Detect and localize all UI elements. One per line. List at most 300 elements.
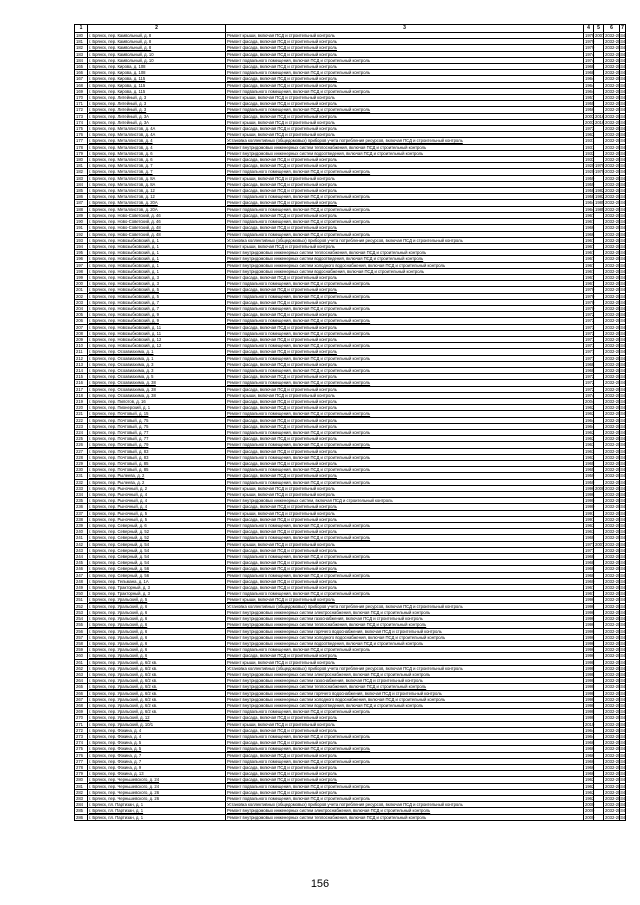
row-address-cell: г. Брянск, пер. Фокина, д. 4 [88, 727, 226, 733]
row-address-cell: г. Брянск, пер. Фокина, д. 4 [88, 733, 226, 739]
row-planned-period-cell: 2032-2034 [605, 789, 626, 795]
row-work-type-cell: Установка коллективных (общедомовых) приборов учета потребления ресурсов, включая ПСД и строительный контроль [226, 802, 584, 808]
row-last-repair-year-cell: 1985 [595, 206, 605, 212]
row-planned-period-cell: 2032-2034 [605, 727, 626, 733]
row-number-cell: 204 [75, 305, 88, 311]
row-work-type-cell: Ремонт фасада, включая ПСД и строительный контроль [226, 349, 584, 355]
row-work-type-cell: Ремонт внутридомовых инженерных систем горячего водоснабжения, включая ПСД и строительный контроль [226, 628, 584, 634]
row-build-year-cell: 1962 [585, 777, 595, 783]
row-planned-period-cell: 2032-2034 [605, 783, 626, 789]
row-work-type-cell: Ремонт внутридомовых инженерных систем, включая ПСД и строительный контроль [226, 498, 584, 504]
row-planned-period-cell: 2032-2034 [605, 175, 626, 181]
row-planned-period-cell: 2032-2034 [605, 380, 626, 386]
row-build-year-cell: 1996 [585, 653, 595, 659]
row-address-cell: г. Брянск, пер. Кирова, д. 115 [88, 88, 226, 94]
row-work-type-cell: Ремонт крыши, включая ПСД и строительный контроль [226, 175, 584, 181]
row-build-year-cell: 1965 [585, 461, 595, 467]
row-number-cell: 226 [75, 442, 88, 448]
row-last-repair-year-cell: 2007 [595, 33, 605, 38]
row-work-type-cell: Ремонт подвального помещения, включая ПСД и строительный контроль [226, 281, 584, 287]
row-work-type-cell: Ремонт подвального помещения, включая ПСД и строительный контроль [226, 380, 584, 386]
row-number-cell: 189 [75, 212, 88, 218]
row-work-type-cell: Ремонт внутридомовых инженерных систем электроснабжения, включая ПСД и строительный контроль [226, 609, 584, 615]
row-build-year-cell: 1933 [585, 150, 595, 156]
row-address-cell: г. Брянск, пер. Уральский, д. 6/2 кв. [88, 678, 226, 684]
row-number-cell: 206 [75, 318, 88, 324]
row-build-year-cell: 1963 [585, 442, 595, 448]
row-work-type-cell: Ремонт крыши, включая ПСД и строительный контроль [226, 119, 584, 125]
row-number-cell: 172 [75, 107, 88, 113]
row-address-cell: г. Брянск, пер. Кирова, д. 108 [88, 70, 226, 76]
row-number-cell: 254 [75, 616, 88, 622]
row-address-cell: г. Брянск, пер. Уральский, д. 6/2 кв. [88, 684, 226, 690]
row-build-year-cell: 1959 [585, 473, 595, 479]
row-build-year-cell: 1996 [585, 640, 595, 646]
row-build-year-cell: 1996 [585, 609, 595, 615]
row-work-type-cell: Ремонт подвального помещения, включая ПСД и строительный контроль [226, 355, 584, 361]
row-number-cell: 225 [75, 436, 88, 442]
row-planned-period-cell: 2032-2034 [605, 492, 626, 498]
row-work-type-cell: Ремонт фасада, включая ПСД и строительный контроль [226, 113, 584, 119]
row-build-year-cell: 1977 [585, 349, 595, 355]
row-build-year-cell: 1998 [585, 702, 595, 708]
row-address-cell: г. Брянск, пер. Новозыбковский, д. 7 [88, 299, 226, 305]
row-work-type-cell: Ремонт подвального помещения, включая ПСД и строительный контроль [226, 467, 584, 473]
row-work-type-cell: Ремонт крыши, включая ПСД и строительный контроль [226, 659, 584, 665]
row-number-cell: 258 [75, 640, 88, 646]
row-build-year-cell: 1967 [585, 256, 595, 262]
row-address-cell: г. Брянск, пер. Почтовый, д. 77 [88, 436, 226, 442]
row-planned-period-cell: 2032-2034 [605, 386, 626, 392]
row-address-cell: г. Брянск, пер. Новозыбковский, д. 11 [88, 330, 226, 336]
row-number-cell: 222 [75, 417, 88, 423]
row-address-cell: г. Брянск, пер. Литейный, д. 3А [88, 113, 226, 119]
row-number-cell: 167 [75, 76, 88, 82]
row-work-type-cell: Ремонт подвального помещения, включая ПСД и строительный контроль [226, 70, 584, 76]
row-address-cell: г. Брянск, пер. Уральский, д. 6/2 кв. [88, 671, 226, 677]
row-number-cell: 247 [75, 572, 88, 578]
row-address-cell: г. Брянск, пер. Уральский, д. 6 [88, 647, 226, 653]
row-work-type-cell: Установка коллективных (общедомовых) приборов учета потребления ресурсов, включая ПСД и строительный контроль [226, 237, 584, 243]
row-number-cell: 169 [75, 88, 88, 94]
row-work-type-cell: Ремонт подвального помещения, включая ПСД и строительный контроль [226, 572, 584, 578]
row-planned-period-cell: 2032-2034 [605, 243, 626, 249]
row-planned-period-cell: 2032-2034 [605, 684, 626, 690]
row-address-cell: г. Брянск, пер. Северный, д. 52 [88, 529, 226, 535]
row-work-type-cell: Ремонт подвального помещения, включая ПСД и строительный контроль [226, 709, 584, 715]
row-planned-period-cell: 2032-2034 [605, 572, 626, 578]
row-work-type-cell: Ремонт фасада, включая ПСД и строительный контроль [226, 566, 584, 572]
row-number-cell: 208 [75, 330, 88, 336]
row-number-cell: 228 [75, 454, 88, 460]
row-build-year-cell: 1996 [585, 485, 595, 491]
row-planned-period-cell: 2032-2034 [605, 578, 626, 584]
row-address-cell: г. Брянск, пер. Металлистов, д. 7 [88, 163, 226, 169]
row-number-cell: 255 [75, 622, 88, 628]
row-number-cell: 181 [75, 163, 88, 169]
row-planned-period-cell: 2032-2034 [605, 709, 626, 715]
row-address-cell: г. Брянск, пер. Рылеева, д. 2 [88, 473, 226, 479]
row-build-year-cell: 1968 [585, 535, 595, 541]
row-planned-period-cell: 2032-2034 [605, 510, 626, 516]
row-planned-period-cell: 2032-2034 [605, 64, 626, 70]
row-planned-period-cell: 2032-2034 [605, 777, 626, 783]
row-number-cell: 181 [75, 39, 88, 45]
row-address-cell: г. Брянск, пер. Черньшевского, д. 24 [88, 777, 226, 783]
row-number-cell: 182 [75, 169, 88, 175]
row-build-year-cell: 1966 [585, 758, 595, 764]
row-build-year-cell: 1968 [585, 566, 595, 572]
row-number-cell: 215 [75, 374, 88, 380]
row-number-cell: 184 [75, 181, 88, 187]
row-number-cell: 176 [75, 132, 88, 138]
row-number-cell: 245 [75, 560, 88, 566]
row-build-year-cell: 1967 [585, 243, 595, 249]
row-address-cell: г. Брянск, пл. Партизан, д. 1 [88, 808, 226, 814]
row-address-cell: г. Брянск, пер. Северный, д. 54 [88, 554, 226, 560]
row-planned-period-cell: 2032-2034 [605, 330, 626, 336]
row-work-type-cell: Ремонт подвального помещения, включая ПСД и строительный контроль [226, 591, 584, 597]
row-build-year-cell: 1996 [585, 622, 595, 628]
row-build-year-cell: 1968 [585, 361, 595, 367]
repair-schedule-table [74, 24, 626, 821]
row-address-cell: г. Брянск, пер. Уральский, д. 6/2 кв. [88, 709, 226, 715]
row-address-cell: г. Брянск, пер. Осоавиахима, д. 3 [88, 367, 226, 373]
row-work-type-cell: Ремонт фасада, включая ПСД и строительный контроль [226, 324, 584, 330]
row-planned-period-cell: 2032-2034 [605, 523, 626, 529]
row-work-type-cell: Ремонт фасада, включая ПСД и строительный контроль [226, 312, 584, 318]
row-work-type-cell: Ремонт фасада, включая ПСД и строительный контроль [226, 101, 584, 107]
row-planned-period-cell: 2032-2034 [605, 212, 626, 218]
row-build-year-cell: 1970 [585, 287, 595, 293]
row-number-cell: 284 [75, 802, 88, 808]
row-work-type-cell: Ремонт подвального помещения, включая ПСД и строительный контроль [226, 733, 584, 739]
row-address-cell: г. Брянск, пер. Уральский, д. 6 [88, 622, 226, 628]
row-work-type-cell: Ремонт фасада, включая ПСД и строительный контроль [226, 740, 584, 746]
header-col-5: 5 [594, 25, 604, 33]
row-address-cell: г. Брянск, пер. Северный, д. 52 [88, 535, 226, 541]
row-planned-period-cell: 2032-2034 [605, 529, 626, 535]
row-number-cell: 171 [75, 101, 88, 107]
row-planned-period-cell: 2032-2034 [605, 640, 626, 646]
row-work-type-cell: Ремонт внутридомовых инженерных систем газоснабжения, включая ПСД и строительный контроль [226, 678, 584, 684]
row-build-year-cell: 1962 [585, 436, 595, 442]
row-address-cell: г. Брянск, пер. Черньшевского, д. 26 [88, 789, 226, 795]
row-build-year-cell: 1964 [585, 417, 595, 423]
row-build-year-cell: 1998 [585, 715, 595, 721]
row-build-year-cell: 1966 [585, 231, 595, 237]
row-work-type-cell: Ремонт подвального помещения, включая ПСД и строительный контроль [226, 479, 584, 485]
row-number-cell: 174 [75, 119, 88, 125]
row-address-cell: г. Брянск, пер. Тельмана, д. 1А [88, 578, 226, 584]
row-build-year-cell: 2004 [585, 398, 595, 404]
row-work-type-cell: Ремонт фасада, включая ПСД и строительный контроль [226, 45, 584, 51]
row-build-year-cell: 1974 [585, 392, 595, 398]
row-address-cell: г. Брянск, пер. Почтовый, д. 83 [88, 448, 226, 454]
row-number-cell: 205 [75, 312, 88, 318]
row-number-cell: 224 [75, 430, 88, 436]
row-address-cell: г. Брянск, пер. Северный, д. 56 [88, 572, 226, 578]
row-number-cell: 244 [75, 554, 88, 560]
row-planned-period-cell: 2032-2034 [605, 696, 626, 702]
row-work-type-cell: Ремонт фасада, включая ПСД и строительный контроль [226, 764, 584, 770]
row-address-cell: г. Брянск, пер. Уральский, д. 6 [88, 640, 226, 646]
row-build-year-cell: 1962 [585, 795, 595, 801]
row-number-cell: 259 [75, 647, 88, 653]
row-build-year-cell: 1966 [585, 746, 595, 752]
row-number-cell: 223 [75, 423, 88, 429]
row-address-cell: г. Брянск, пер. Металлистов, д. 7 [88, 169, 226, 175]
table-row [75, 814, 626, 820]
row-planned-period-cell: 2032-2034 [605, 219, 626, 225]
row-build-year-cell: 1972 [585, 386, 595, 392]
row-number-cell: 177 [75, 138, 88, 144]
row-work-type-cell: Ремонт крыши, включая ПСД и строительный контроль [226, 95, 584, 101]
row-address-cell: г. Брянск, пер. Осоавиахима, д. 38 [88, 392, 226, 398]
row-work-type-cell: Ремонт подвального помещения, включая ПСД и строительный контроль [226, 647, 584, 653]
row-address-cell: г. Брянск, пер. Металлистов, д. 4 [88, 144, 226, 150]
row-build-year-cell: 1996 [585, 492, 595, 498]
row-number-cell: 216 [75, 380, 88, 386]
row-address-cell: г. Брянск, пер. Новозыбковский, д. 7 [88, 305, 226, 311]
row-address-cell: г. Брянск, пер. Почтовый, д. 79 [88, 442, 226, 448]
row-work-type-cell: Ремонт внутридомовых инженерных систем теплоснабжения, включая ПСД и строительный контроль [226, 684, 584, 690]
row-number-cell: 201 [75, 287, 88, 293]
row-number-cell: 187 [75, 200, 88, 206]
row-address-cell: г. Брянск, пер. Новозыбковский, д. 9 [88, 312, 226, 318]
row-planned-period-cell: 2032-2034 [605, 597, 626, 603]
row-build-year-cell: 1970 [585, 293, 595, 299]
row-number-cell: 270 [75, 715, 88, 721]
row-planned-period-cell: 2032-2034 [605, 417, 626, 423]
row-build-year-cell: 1998 [585, 659, 595, 665]
row-work-type-cell: Ремонт фасада, включая ПСД и строительный контроль [226, 157, 584, 163]
row-address-cell: г. Брянск, пер. Фокина, д. 7 [88, 758, 226, 764]
row-work-type-cell: Ремонт подвального помещения, включая ПСД и строительный контроль [226, 758, 584, 764]
row-build-year-cell: 1931 [585, 144, 595, 150]
row-planned-period-cell: 2032-2034 [605, 287, 626, 293]
row-work-type-cell: Ремонт фасада, включая ПСД и строительный контроль [226, 398, 584, 404]
row-planned-period-cell: 2032-2034 [605, 609, 626, 615]
row-planned-period-cell: 2032-2034 [605, 467, 626, 473]
row-address-cell: г. Брянск, пер. Литейный, д. 3 [88, 101, 226, 107]
row-number-cell: 207 [75, 324, 88, 330]
row-planned-period-cell: 2032-2034 [605, 634, 626, 640]
row-planned-period-cell: 2032-2034 [605, 95, 626, 101]
row-planned-period-cell: 2032-2034 [605, 256, 626, 262]
row-address-cell: г. Брянск, пер. Камвольный, д. 10 [88, 57, 226, 63]
row-address-cell: г. Брянск, пер. Металлистов, д. 4А [88, 132, 226, 138]
row-planned-period-cell: 2032-2034 [605, 70, 626, 76]
row-planned-period-cell: 2032-2034 [605, 771, 626, 777]
row-address-cell: г. Брянск, пер. Металлистов, д. 8А [88, 175, 226, 181]
row-number-cell: 218 [75, 392, 88, 398]
row-number-cell: 274 [75, 740, 88, 746]
row-work-type-cell: Ремонт подвального помещения, включая ПСД и строительный контроль [226, 305, 584, 311]
row-address-cell: г. Брянск, пер. Камвольный, д. 8 [88, 45, 226, 51]
row-work-type-cell: Ремонт внутридомовых инженерных систем электроснабжения, включая ПСД и строительный контроль [226, 808, 584, 814]
row-build-year-cell: 1933 [585, 157, 595, 163]
row-address-cell: г. Брянск, пер. Металлистов, д. 20А [88, 206, 226, 212]
row-number-cell: 283 [75, 795, 88, 801]
row-address-cell: г. Брянск, пер. Новозыбковский, д. 5 [88, 293, 226, 299]
row-planned-period-cell: 2032-2034 [605, 516, 626, 522]
row-planned-period-cell: 2032-2034 [605, 231, 626, 237]
row-planned-period-cell: 2032-2034 [605, 430, 626, 435]
row-planned-period-cell: 2032-2034 [605, 144, 626, 150]
row-planned-period-cell: 2032-2034 [605, 585, 626, 591]
row-last-repair-year-cell: 2016 [595, 119, 605, 125]
row-address-cell: г. Брянск, пер. Почтовый, д. 83 [88, 454, 226, 460]
row-number-cell: 275 [75, 746, 88, 752]
row-planned-period-cell: 2032-2034 [605, 665, 626, 671]
row-address-cell: г. Брянск, пер. Осоавиахима, д. 3 [88, 361, 226, 367]
row-build-year-cell: 1964 [585, 206, 595, 212]
row-number-cell: 279 [75, 771, 88, 777]
row-number-cell: 260 [75, 653, 88, 659]
row-number-cell: 242 [75, 541, 88, 547]
row-work-type-cell: Ремонт фасада, включая ПСД и строительный контроль [226, 76, 584, 82]
row-build-year-cell: 1967 [585, 281, 595, 287]
row-work-type-cell: Ремонт внутридомовых инженерных систем теплоснабжения, включая ПСД и строительный контроль [226, 814, 584, 820]
row-address-cell: г. Брянск, пер. Уральский, д. 6 [88, 653, 226, 659]
row-address-cell: г. Брянск, пер. Новозыбковский, д. 11 [88, 324, 226, 330]
row-work-type-cell: Ремонт фасада, включая ПСД и строительный контроль [226, 39, 584, 45]
row-address-cell: г. Брянск, пер. Уральский, д. 6 [88, 616, 226, 622]
row-build-year-cell: 1974 [585, 51, 595, 57]
row-number-cell: 214 [75, 367, 88, 373]
row-address-cell: г. Брянск, пер. Камвольный, д. 8 [88, 39, 226, 45]
row-work-type-cell: Установка коллективных (общедомовых) приборов учета потребления ресурсов, включая ПСД и строительный контроль [226, 138, 584, 144]
row-work-type-cell: Ремонт крыши, включая ПСД и строительный контроль [226, 132, 584, 138]
row-planned-period-cell: 2032-2034 [605, 349, 626, 355]
row-address-cell: г. Брянск, пер. Почтовый, д. 75 [88, 417, 226, 423]
row-work-type-cell: Ремонт фасада, включая ПСД и строительный контроль [226, 585, 584, 591]
row-planned-period-cell: 2032-2034 [605, 473, 626, 479]
row-address-cell: г. Брянск, пер. Кирова, д. 115 [88, 76, 226, 82]
row-number-cell: 221 [75, 411, 88, 417]
row-number-cell: 211 [75, 349, 88, 355]
row-planned-period-cell: 2032-2034 [605, 808, 626, 814]
row-number-cell: 229 [75, 461, 88, 467]
row-number-cell: 173 [75, 113, 88, 119]
row-planned-period-cell: 2032-2034 [605, 361, 626, 367]
row-build-year-cell: 1964 [585, 200, 595, 206]
row-work-type-cell: Ремонт подвального помещения, включая ПСД и строительный контроль [226, 535, 584, 541]
row-number-cell: 277 [75, 758, 88, 764]
row-address-cell: г. Брянск, пер. Уральский, д. 6 [88, 628, 226, 634]
row-work-type-cell: Ремонт крыши, включая ПСД и строительный контроль [226, 33, 584, 39]
row-address-cell: г. Брянск, пер. Северный, д. 6 [88, 523, 226, 529]
row-number-cell: 250 [75, 591, 88, 597]
row-work-type-cell: Ремонт подвального помещения, включая ПСД и строительный контроль [226, 367, 584, 373]
row-build-year-cell: 1959 [585, 181, 595, 187]
row-number-cell: 238 [75, 516, 88, 522]
row-number-cell: 264 [75, 678, 88, 684]
row-build-year-cell: 1955 [585, 101, 595, 107]
row-planned-period-cell: 2032-2034 [605, 299, 626, 305]
row-planned-period-cell: 2032-2034 [605, 82, 626, 88]
row-build-year-cell: 1962 [585, 405, 595, 411]
row-address-cell: г. Брянск, пер. Металлистов, д. 6 [88, 150, 226, 156]
row-planned-period-cell: 2032-2034 [605, 336, 626, 342]
row-number-cell: 268 [75, 702, 88, 708]
row-build-year-cell: 1966 [585, 740, 595, 746]
row-planned-period-cell: 2032-2034 [605, 671, 626, 677]
row-build-year-cell: 1963 [585, 132, 595, 138]
row-work-type-cell: Ремонт фасада, включая ПСД и строительный контроль [226, 789, 584, 795]
row-work-type-cell: Ремонт внутридомовых инженерных систем холодного водоснабжения, включая ПСД и строительный контроль [226, 696, 584, 702]
row-build-year-cell: 1970 [585, 299, 595, 305]
row-address-cell: г. Брянск, пер. Уральский, д. 6 [88, 609, 226, 615]
row-build-year-cell: 1959 [585, 479, 595, 485]
row-work-type-cell: Ремонт фасада, включая ПСД и строительный контроль [226, 417, 584, 423]
row-work-type-cell: Ремонт подвального помещения, включая ПСД и строительный контроль [226, 442, 584, 448]
row-planned-period-cell: 2032-2034 [605, 554, 626, 560]
row-number-cell: 269 [75, 709, 88, 715]
row-number-cell: 202 [75, 293, 88, 299]
row-address-cell: г. Брянск, пер. Металлистов, д. 8А [88, 181, 226, 187]
row-number-cell: 180 [75, 33, 88, 39]
row-number-cell: 267 [75, 696, 88, 702]
row-number-cell: 217 [75, 386, 88, 392]
row-planned-period-cell: 2032-2034 [605, 653, 626, 659]
row-work-type-cell: Ремонт подвального помещения, включая ПСД и строительный контроль [226, 206, 584, 212]
row-number-cell: 271 [75, 721, 88, 727]
row-planned-period-cell: 2032-2034 [605, 498, 626, 504]
row-planned-period-cell: 2032-2034 [605, 281, 626, 287]
row-address-cell: г. Брянск, пер. Новозыбковский, д. 3 [88, 281, 226, 287]
row-work-type-cell: Ремонт фасада, включая ПСД и строительный контроль [226, 436, 584, 442]
row-work-type-cell: Ремонт крыши, включая ПСД и строительный контроль [226, 721, 584, 727]
row-address-cell: г. Брянск, пер. Уральский, д. 6/2 кв. [88, 659, 226, 665]
row-work-type-cell: Ремонт внутридомовых инженерных систем горячего водоснабжения, включая ПСД и строительный контроль [226, 690, 584, 696]
row-build-year-cell: 1964 [585, 423, 595, 429]
row-number-cell: 199 [75, 274, 88, 280]
row-address-cell: г. Брянск, пер. Новозыбковский, д. 12 [88, 336, 226, 342]
row-address-cell: г. Брянск, пер. Почтовый, д. 77 [88, 430, 226, 436]
row-work-type-cell: Ремонт внутридомовых инженерных систем водоотведения, включая ПСД и строительный контроль [226, 640, 584, 646]
row-address-cell: г. Брянск, пер. Осоавиахима, д. 38 [88, 386, 226, 392]
row-work-type-cell: Ремонт подвального помещения, включая ПСД и строительный контроль [226, 783, 584, 789]
row-planned-period-cell: 2032-2034 [605, 448, 626, 454]
row-work-type-cell: Ремонт подвального помещения, включая ПСД и строительный контроль [226, 293, 584, 299]
row-work-type-cell: Ремонт внутридомовых инженерных систем водоотведения, включая ПСД и строительный контроль [226, 150, 584, 156]
row-address-cell: г. Брянск, пер. Фокина, д. 5 [88, 746, 226, 752]
row-number-cell: 175 [75, 126, 88, 132]
row-build-year-cell: 1957 [585, 95, 595, 101]
row-planned-period-cell: 2032-2034 [605, 101, 626, 107]
row-build-year-cell: 1959 [585, 175, 595, 181]
row-address-cell: г. Брянск, пер. Литейный, д. 3 [88, 95, 226, 101]
row-build-year-cell: 1960 [585, 578, 595, 584]
row-build-year-cell: 1920 [585, 169, 595, 175]
row-planned-period-cell: 2032-2034 [605, 268, 626, 274]
row-work-type-cell: Ремонт фасада, включая ПСД и строительный контроль [226, 516, 584, 522]
row-planned-period-cell: 2032-2034 [605, 541, 626, 547]
row-address-cell: г. Брянск, пер. Уральский, д. 6/2 кв. [88, 702, 226, 708]
row-address-cell: г. Брянск, пер. Уральский, д. 6 [88, 634, 226, 640]
row-work-type-cell: Ремонт фасада, включая ПСД и строительный контроль [226, 274, 584, 280]
row-work-type-cell: Ремонт внутридомовых инженерных систем водоотведения, включая ПСД и строительный контроль [226, 256, 584, 262]
row-build-year-cell: 1972 [585, 312, 595, 318]
row-planned-period-cell: 2032-2034 [605, 485, 626, 491]
row-address-cell: г. Брянск, пер. Рыночный, д. 5 [88, 510, 226, 516]
row-build-year-cell: 1968 [585, 572, 595, 578]
row-build-year-cell: 1977 [585, 547, 595, 553]
row-build-year-cell: 1998 [585, 696, 595, 702]
row-planned-period-cell: 2032-2034 [605, 343, 626, 349]
